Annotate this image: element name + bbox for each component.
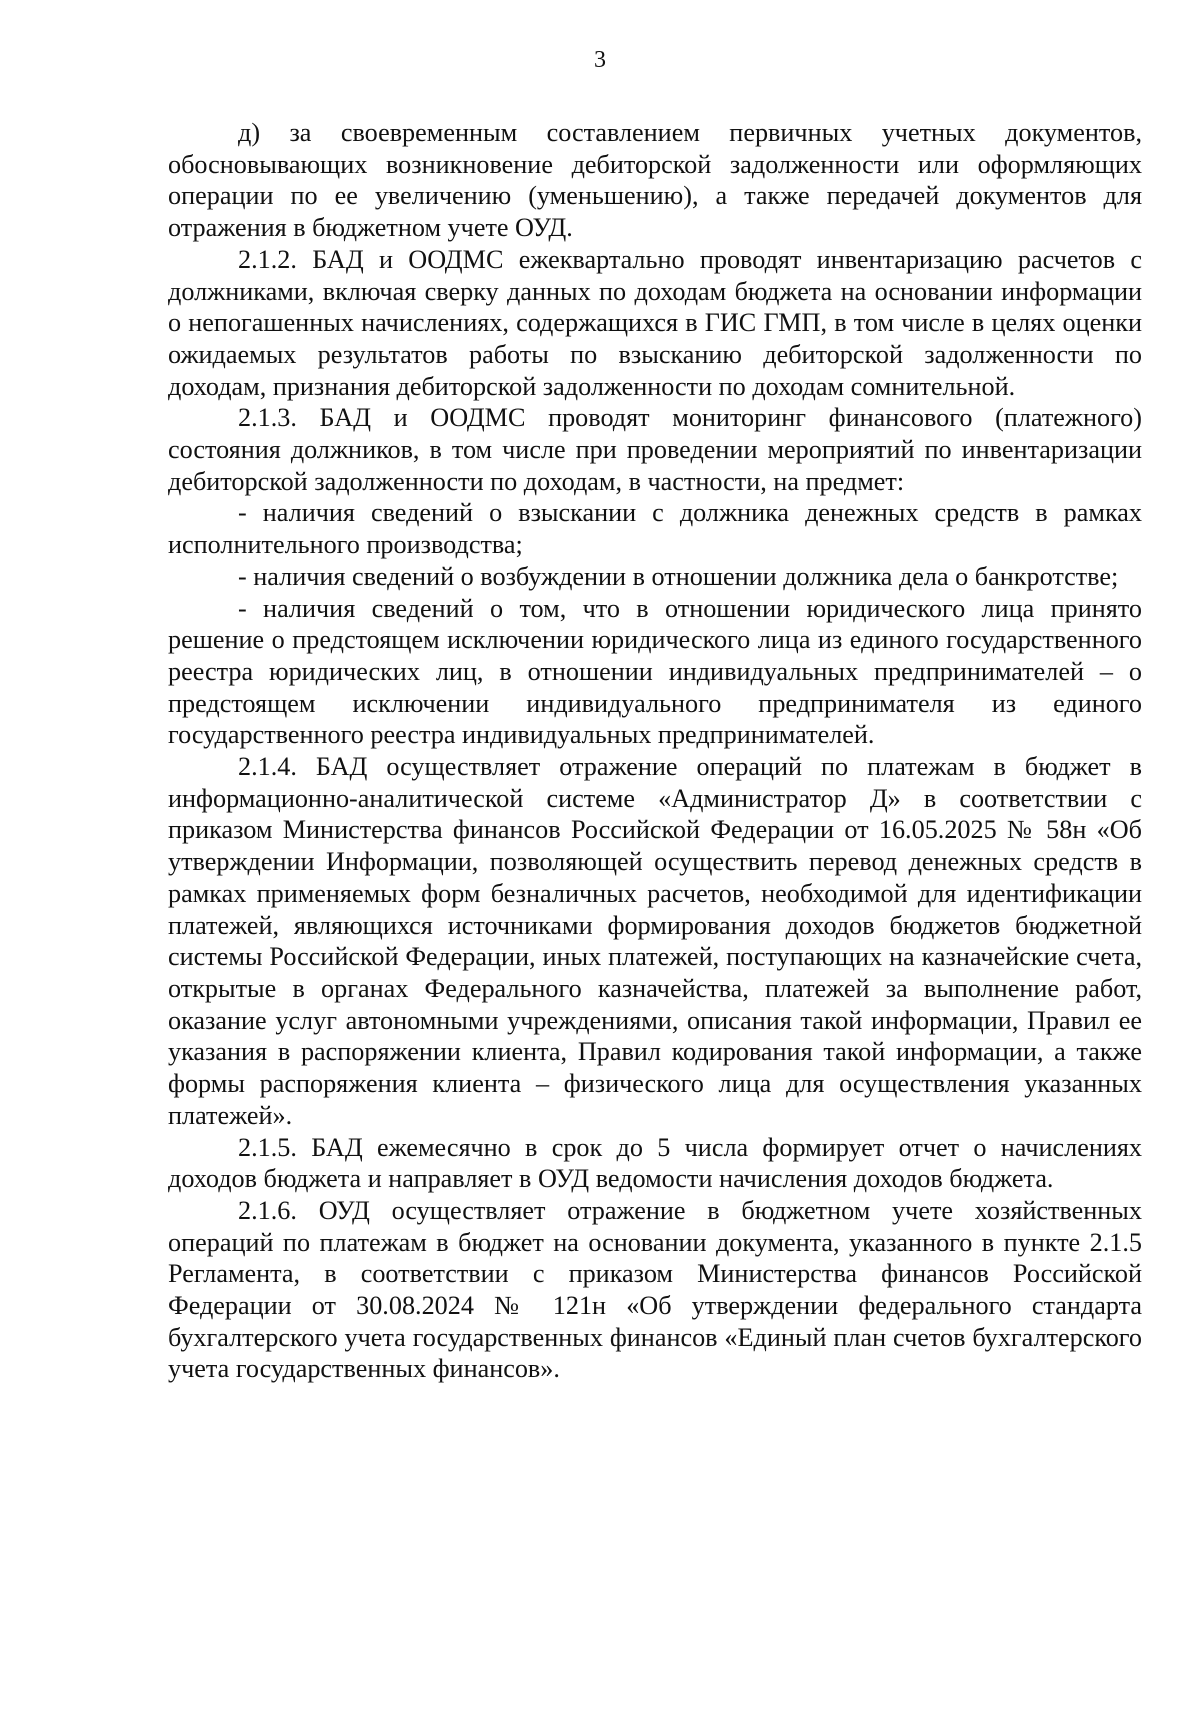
paragraph-2-1-5: 2.1.5. БАД ежемесячно в срок до 5 числа формирует отчет о начислениях доходов бюджета и направляет в ОУД ведомости начисления доходов бюджета.	[168, 1132, 1142, 1194]
list-item-bankruptcy: - наличия сведений о возбуждении в отношении должника дела о банкротстве;	[238, 561, 1119, 591]
paragraph-item-d: д) за своевременным составлением первичных учетных документов, обосновывающих возникновение дебиторской задолженности или оформляющих операции по ее увеличению (уменьшению), а также передачей документов для отражения в бюджетном учете ОУД.	[168, 118, 1142, 243]
document-body	[168, 117, 1142, 1385]
paragraph-2-1-2: 2.1.2. БАД и ООДМС ежеквартально проводят инвентаризацию расчетов с должниками, включая сверку данных по доходам бюджета на основании информации о непогашенных начислениях, содержащихся в ГИС ГМП, в том числе в целях оценки ожидаемых результатов работы по взысканию дебиторской задолженности по доходам, признания дебиторской задолженности по доходам сомнительной.	[168, 244, 1142, 401]
paragraph-2-1-6: 2.1.6. ОУД осуществляет отражение в бюджетном учете хозяйственных операций по платежам в бюджет на основании документа, указанного в пункте 2.1.5 Регламента, в соответствии с приказом Министерства финансов Российской Федерации от 30.08.2024 № 121н «Об утверждении федерального стандарта бухгалтерского учета государственных финансов «Единый план счетов бухгалтерского учета государственных финансов».	[168, 1195, 1142, 1384]
paragraph-2-1-4: 2.1.4. БАД осуществляет отражение операций по платежам в бюджет в информационно-аналитической системе «Администратор Д» в соответствии с приказом Министерства финансов Российской Федерации от 16.05.2025 № 58н «Об утверждении Информации, позволяющей осуществить перевод денежных средств в рамках применяемых форм безналичных расчетов, необходимой для идентификации платежей, являющихся источниками формирования доходов бюджетов бюджетной системы Российской Федерации, иных платежей, поступающих на казначейские счета, открытые в органах Федерального казначейства, платежей за выполнение работ, оказание услуг автономными учреждениями, описания такой информации, Правил ее указания в распоряжении клиента, Правил кодирования такой информации, а также формы распоряжения клиента – физического лица для осуществления указанных платежей».	[168, 752, 1142, 1130]
list-item-enforcement: - наличия сведений о взыскании с должника денежных средств в рамках исполнительного производства;	[168, 498, 1142, 560]
list-item-registry-exclusion: - наличия сведений о том, что в отношении юридического лица принято решение о предстоящем исключении юридического лица из единого государственного реестра юридических лиц, в отношении индивидуальных предпринимателей – о предстоящем исключении индивидуального предпринимателя из единого государственного реестра индивидуальных предпринимателей.	[168, 593, 1142, 750]
paragraph-2-1-3: 2.1.3. БАД и ООДМС проводят мониторинг финансового (платежного) состояния должников, в том числе при проведении мероприятий по инвентаризации дебиторской задолженности по доходам, в частности, на предмет:	[168, 403, 1142, 496]
page-number: 3	[594, 47, 606, 73]
